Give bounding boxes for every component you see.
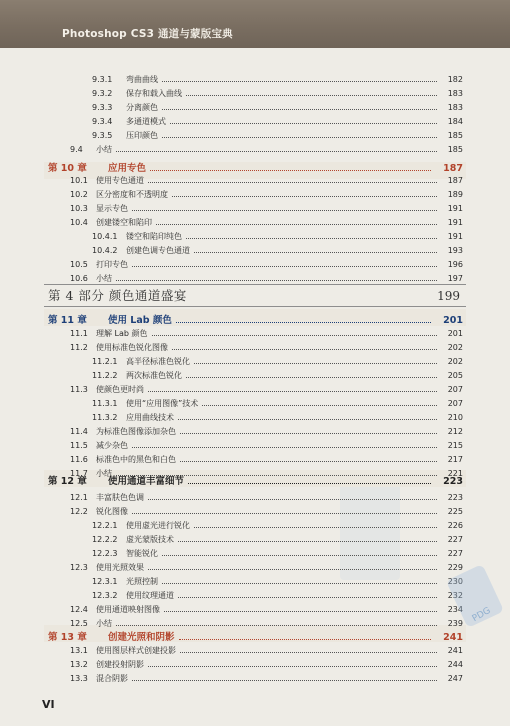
toc-entry-title: 光照控制 — [126, 577, 158, 586]
toc-page-number: 196 — [447, 260, 463, 269]
toc-entry-title: 理解 Lab 颜色 — [96, 329, 148, 338]
toc-section-row — [92, 534, 463, 547]
toc-entry-title: 混合阴影 — [96, 674, 128, 683]
toc-entry-number: 11.3.1 — [92, 399, 118, 408]
toc-page-number: 191 — [447, 204, 463, 213]
toc-entry-number: 12.2.2 — [92, 535, 118, 544]
dot-leader — [132, 447, 437, 448]
dot-leader — [202, 405, 437, 406]
toc-section-row — [70, 384, 463, 397]
toc-page-number: 227 — [447, 535, 463, 544]
toc-entry-title: 创建光照和阴影 — [108, 632, 175, 643]
dot-leader — [186, 377, 437, 378]
toc-entry-number: 12.4 — [70, 605, 88, 614]
toc-page-number: 215 — [447, 441, 463, 450]
toc-section-row — [92, 88, 463, 101]
toc-section-row — [70, 342, 463, 355]
toc-section-row — [92, 520, 463, 533]
toc-page-number: 217 — [447, 455, 463, 464]
dot-leader — [132, 266, 437, 267]
toc-entry-title: 使用虚光进行锐化 — [126, 521, 190, 530]
toc-section-row — [92, 74, 463, 87]
toc-page-number: 189 — [447, 190, 463, 199]
dot-leader — [162, 555, 437, 556]
dot-leader — [148, 391, 437, 392]
toc-section-row — [70, 506, 463, 519]
toc-entry-title: 为标准色图像添加杂色 — [96, 427, 176, 436]
toc-entry-number: 11.4 — [70, 427, 88, 436]
toc-page-number: 232 — [447, 591, 463, 600]
toc-entry-number: 11.2.2 — [92, 371, 118, 380]
toc-entry-number: 第 13 章 — [48, 632, 87, 643]
part-heading — [48, 286, 460, 306]
toc-page-number: 230 — [447, 577, 463, 586]
toc-entry-number: 11.3.2 — [92, 413, 118, 422]
toc-section-row — [92, 356, 463, 369]
toc-entry-title: 弯曲曲线 — [126, 75, 158, 84]
toc-entry-number: 10.1 — [70, 176, 88, 185]
toc-entry-title: 创建色调专色通道 — [126, 246, 190, 255]
toc-section-row — [70, 144, 463, 157]
dot-leader — [116, 280, 437, 281]
page-folio: VI — [42, 698, 55, 711]
toc-section-row — [70, 217, 463, 230]
dot-leader — [186, 95, 437, 96]
dot-leader — [180, 652, 437, 653]
toc-section-row — [92, 102, 463, 115]
toc-page-number: 187 — [447, 176, 463, 185]
toc-entry-number: 12.3.2 — [92, 591, 118, 600]
toc-entry-title: 应用专色 — [108, 163, 147, 174]
toc-entry-number: 11.2.1 — [92, 357, 118, 366]
toc-entry-title: 智能锐化 — [126, 549, 158, 558]
dot-leader — [178, 597, 437, 598]
toc-entry-number: 12.1 — [70, 493, 88, 502]
dot-leader — [148, 666, 437, 667]
toc-page-number: 184 — [447, 117, 463, 126]
dot-leader — [164, 611, 437, 612]
book-title: Photoshop CS3 通道与蒙版宝典 — [62, 28, 233, 40]
toc-entry-number: 12.3.1 — [92, 577, 118, 586]
dot-leader — [180, 461, 437, 462]
toc-page-number: 225 — [447, 507, 463, 516]
toc-entry-title: 镂空和陷印纯色 — [126, 232, 182, 241]
toc-entry-title: 使用标准色锐化图像 — [96, 343, 168, 352]
toc-section-row — [70, 645, 463, 658]
toc-entry-number: 11.5 — [70, 441, 88, 450]
dot-leader — [176, 322, 431, 323]
toc-section-row — [92, 231, 463, 244]
toc-entry-number: 12.2.3 — [92, 549, 118, 558]
dot-leader — [148, 569, 437, 570]
toc-entry-title: 使用“应用图像”技术 — [126, 399, 199, 408]
toc-section-row — [70, 492, 463, 505]
toc-entry-title: 使颜色更时尚 — [96, 385, 144, 394]
dot-leader — [172, 196, 437, 197]
toc-page-number: 210 — [447, 413, 463, 422]
toc-page-number: 201 — [447, 329, 463, 338]
toc-entry-title: 高半径标准色锐化 — [126, 357, 190, 366]
toc-entry-title: 应用曲线技术 — [126, 413, 174, 422]
toc-entry-number: 10.6 — [70, 274, 88, 283]
book-header-bar — [0, 0, 510, 48]
toc-entry-title: 小结 — [96, 619, 112, 628]
toc-page-number: 227 — [447, 549, 463, 558]
toc-page-number: 202 — [447, 343, 463, 352]
toc-entry-title: 保存和载入曲线 — [126, 89, 182, 98]
dot-leader — [148, 182, 437, 183]
toc-entry-number: 11.3 — [70, 385, 88, 394]
dot-leader — [148, 499, 437, 500]
toc-entry-title: 创建投射阴影 — [96, 660, 144, 669]
part-label: 第 4 部分 颜色通道盛宴 — [48, 288, 187, 303]
toc-entry-title: 使用专色通道 — [96, 176, 144, 185]
dot-leader — [150, 170, 431, 171]
toc-page-number: 193 — [447, 246, 463, 255]
toc-chapter-row — [48, 629, 463, 644]
toc-page-number: 234 — [447, 605, 463, 614]
toc-page-number: 223 — [447, 493, 463, 502]
toc-page-number: 191 — [447, 232, 463, 241]
toc-page-number: 185 — [447, 131, 463, 140]
toc-entry-number: 9.3.3 — [92, 103, 113, 112]
toc-entry-number: 13.3 — [70, 674, 88, 683]
dot-leader — [162, 583, 437, 584]
toc-section-row — [70, 440, 463, 453]
toc-entry-number: 10.3 — [70, 204, 88, 213]
toc-entry-title: 多通道模式 — [126, 117, 166, 126]
toc-page-number: 183 — [447, 89, 463, 98]
toc-section-row — [70, 673, 463, 686]
toc-page-number: 221 — [447, 469, 463, 478]
toc-page-number: 226 — [447, 521, 463, 530]
dot-leader — [194, 252, 437, 253]
dot-leader — [170, 123, 437, 124]
toc-entry-title: 锐化图像 — [96, 507, 128, 516]
toc-page-number: 207 — [447, 399, 463, 408]
toc-entry-title: 使用光照效果 — [96, 563, 144, 572]
toc-entry-number: 12.3 — [70, 563, 88, 572]
toc-section-row — [92, 130, 463, 143]
toc-entry-title: 使用通道丰富细节 — [108, 476, 185, 487]
toc-page-number: 202 — [447, 357, 463, 366]
toc-section-row — [70, 659, 463, 672]
toc-entry-number: 9.3.5 — [92, 131, 113, 140]
toc-entry-number: 12.2.1 — [92, 521, 118, 530]
toc-section-row — [92, 412, 463, 425]
stamp-text: PDG — [470, 605, 493, 625]
toc-entry-number: 第 11 章 — [48, 315, 87, 326]
toc-entry-title: 标准色中的黑色和白色 — [96, 455, 176, 464]
toc-entry-title: 打印专色 — [96, 260, 128, 269]
dot-leader — [156, 224, 437, 225]
dot-leader — [178, 541, 437, 542]
toc-entry-number: 11.1 — [70, 329, 88, 338]
toc-section-row — [70, 175, 463, 188]
dot-leader — [194, 527, 437, 528]
dot-leader — [162, 137, 437, 138]
dot-leader — [162, 81, 437, 82]
toc-entry-number: 11.2 — [70, 343, 88, 352]
dot-leader — [132, 210, 437, 211]
part-bottom-rule — [44, 306, 466, 307]
toc-entry-number: 9.3.1 — [92, 75, 113, 84]
toc-page-number: 197 — [447, 274, 463, 283]
dot-leader — [178, 419, 437, 420]
toc-entry-title: 小结 — [96, 274, 112, 283]
toc-entry-title: 分离颜色 — [126, 103, 158, 112]
toc-entry-title: 小结 — [96, 145, 112, 154]
toc-entry-title: 使用纹理通道 — [126, 591, 174, 600]
toc-entry-number: 10.4 — [70, 218, 88, 227]
dot-leader — [194, 363, 437, 364]
dot-leader — [132, 513, 437, 514]
toc-entry-title: 两次标准色锐化 — [126, 371, 182, 380]
dot-leader — [132, 680, 437, 681]
toc-entry-title: 创建镂空和陷印 — [96, 218, 152, 227]
toc-entry-number: 11.6 — [70, 455, 88, 464]
toc-page-number: 191 — [447, 218, 463, 227]
dot-leader — [186, 238, 437, 239]
toc-entry-number: 10.5 — [70, 260, 88, 269]
toc-section-row — [70, 604, 463, 617]
toc-section-row — [92, 576, 463, 589]
toc-page-number: 212 — [447, 427, 463, 436]
dot-leader — [116, 151, 437, 152]
toc-section-row — [92, 548, 463, 561]
toc-section-row — [92, 590, 463, 603]
dot-leader — [179, 639, 431, 640]
dot-leader — [180, 433, 437, 434]
toc-page-number: 223 — [443, 476, 463, 487]
toc-page-number: 185 — [447, 145, 463, 154]
toc-chapter-row — [48, 160, 463, 175]
toc-entry-number: 13.1 — [70, 646, 88, 655]
toc-section-row — [92, 398, 463, 411]
toc-entry-number: 第 10 章 — [48, 163, 87, 174]
toc-page-number: 244 — [447, 660, 463, 669]
toc-entry-number: 13.2 — [70, 660, 88, 669]
toc-entry-number: 10.2 — [70, 190, 88, 199]
toc-section-row — [70, 562, 463, 575]
toc-section-row — [70, 203, 463, 216]
toc-section-row — [70, 189, 463, 202]
toc-entry-number: 12.5 — [70, 619, 88, 628]
toc-section-row — [70, 426, 463, 439]
toc-entry-title: 使用图层样式创建投影 — [96, 646, 176, 655]
dot-leader — [188, 483, 431, 484]
toc-page-number: 247 — [447, 674, 463, 683]
toc-entry-number: 11.7 — [70, 469, 88, 478]
toc-section-row — [92, 116, 463, 129]
dot-leader — [116, 625, 437, 626]
toc-section-row — [70, 273, 463, 286]
toc-entry-title: 丰富肤色色调 — [96, 493, 144, 502]
toc-entry-number: 第 12 章 — [48, 476, 87, 487]
part-page-number: 199 — [437, 289, 460, 303]
toc-entry-title: 使用通道映射图像 — [96, 605, 160, 614]
toc-section-row — [70, 328, 463, 341]
toc-page-number: 241 — [443, 632, 463, 643]
toc-page-number: 239 — [447, 619, 463, 628]
toc-entry-title: 显示专色 — [96, 204, 128, 213]
toc-page-number: 183 — [447, 103, 463, 112]
toc-page-number: 187 — [443, 163, 463, 174]
toc-entry-number: 10.4.2 — [92, 246, 118, 255]
toc-page-number: 182 — [447, 75, 463, 84]
toc-chapter-row — [48, 473, 463, 488]
toc-section-row — [92, 245, 463, 258]
toc-entry-number: 10.4.1 — [92, 232, 118, 241]
toc-page-number: 201 — [443, 315, 463, 326]
toc-entry-number: 9.3.4 — [92, 117, 113, 126]
toc-page-number: 207 — [447, 385, 463, 394]
toc-section-row — [70, 259, 463, 272]
toc-entry-title: 使用 Lab 颜色 — [108, 315, 172, 326]
toc-entry-title: 压印颜色 — [126, 131, 158, 140]
toc-entry-title: 减少杂色 — [96, 441, 128, 450]
toc-entry-number: 12.2 — [70, 507, 88, 516]
toc-entry-number: 9.4 — [70, 145, 83, 154]
toc-entry-title: 虚光蒙版技术 — [126, 535, 174, 544]
toc-page-number: 229 — [447, 563, 463, 572]
toc-section-row — [92, 370, 463, 383]
toc-section-row — [70, 454, 463, 467]
toc-chapter-row — [48, 312, 463, 327]
toc-entry-number: 9.3.2 — [92, 89, 113, 98]
dot-leader — [152, 335, 437, 336]
toc-entry-title: 区分密度和不透明度 — [96, 190, 168, 199]
toc-page-number: 241 — [447, 646, 463, 655]
dot-leader — [162, 109, 437, 110]
toc-entry-title: 小结 — [96, 469, 112, 478]
dot-leader — [172, 349, 437, 350]
toc-page-number: 205 — [447, 371, 463, 380]
